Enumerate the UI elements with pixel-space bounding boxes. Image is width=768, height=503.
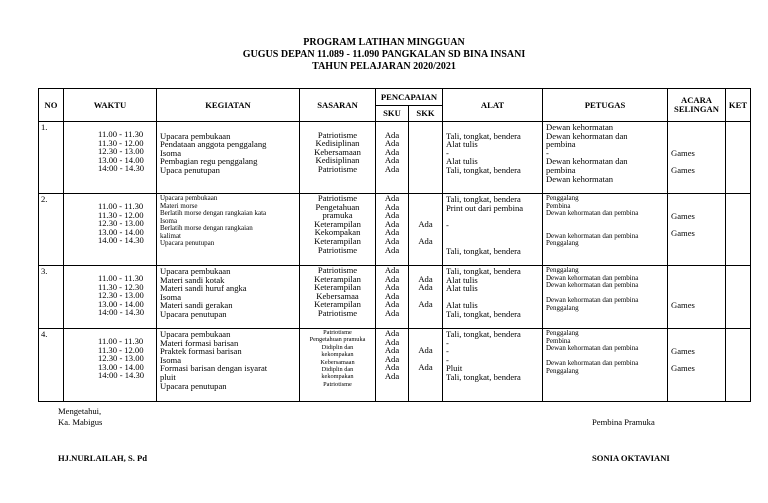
footer-ka-mabigus: Ka. Mabigus [58,417,103,427]
cell-alat: Tali, tongkat, bendera - - - Pluit Tali, tongkat, bendera [443,329,543,402]
doc-title-line2: GUGUS DEPAN 11.089 - 11.090 PANGKALAN SD BINA INSANI [242,49,526,60]
cell-waktu: 11.00 - 11.30 11.30 - 12.00 12.30 - 13.00 13.00 - 14.00 14:00 - 14.30 [64,329,157,402]
cell-skk: Ada Ada [409,329,443,402]
cell-ket [726,194,751,266]
table-row [39,266,751,329]
cell-kegiatan: Upacara pembukaan Pendataan anggota penggalang Isoma Pembagian regu penggalang Upaca penutupan [157,122,300,194]
cell-petugas: Penggalang Pembina Dewan kehormatan dan pembina Dewan kehormatan dan pembina Penggalang [543,194,668,266]
cell-acara-selingan: Games [668,266,726,329]
header-no: NO [39,89,64,122]
cell-no: 4. [39,329,64,402]
cell-ket [726,266,751,329]
cell-no: 3. [39,266,64,329]
table-row [39,329,751,402]
header-alat: ALAT [443,89,543,122]
cell-ket [726,122,751,194]
cell-kegiatan: Upacara pembukaan Materi morse Berlatih morse dengan rangkaian kata Isoma Berlatih morse dengan rangkaian kalimat Upacara penutupan [157,194,300,266]
cell-petugas: Penggalang Pembina Dewan kehormatan dan pembina Dewan kehormatan dan pembina Penggalang [543,329,668,402]
footer-mengetahui: Mengetahui, [58,406,102,416]
cell-kegiatan: Upacara pembukaan Materi sandi kotak Materi sandi huruf angka Isoma Materi sandi gerakan Upacara penutupan [157,266,300,329]
cell-acara-selingan: Games Games [668,329,726,402]
cell-alat: Tali, tongkat, bendera Alat tulis - Alat tulis Tali, tongkat, bendera [443,122,543,194]
cell-waktu: 11.00 - 11.30 11.30 - 12.00 12.30 - 13.00 13.00 - 14.00 14.00 - 14.30 [64,194,157,266]
doc-title-line1: PROGRAM LATIHAN MINGGUAN [303,37,465,48]
cell-sasaran: Patriotisme Pengetahuan pramuka Didiplin dan kekompakan Kebersamaan Didiplin dan kekompakan Patriotisme [300,329,376,402]
cell-no: 1. [39,122,64,194]
header-acara-selingan: ACARA SELINGAN [668,89,726,122]
cell-sasaran: Patriotisme Keterampilan Keterampilan Kebersamaa Keterampilan Patriotisme [300,266,376,329]
cell-alat: Tali, tongkat, bendera Alat tulis Alat tulis Alat tulis Tali, tongkat, bendera [443,266,543,329]
cell-skk [409,122,443,194]
footer-pembina-pramuka: Pembina Pramuka [592,417,655,427]
cell-kegiatan: Upacara pembukaan Materi formasi barisan Praktek formasi barisan Isoma Formasi barisan dengan isyarat pluit Upacara penutupan [157,329,300,402]
cell-petugas: Penggalang Dewan kehormatan dan pembina Dewan kehormatan dan pembina Dewan kehormatan dan pembina Penggalang [543,266,668,329]
header-waktu: WAKTU [64,89,157,122]
header-sku: SKU [376,106,409,122]
cell-alat: Tali, tongkat, bendera Print out dari pembina - Tali, tongkat, bendera [443,194,543,266]
cell-waktu: 11.00 - 11.30 11.30 - 12.30 12.30 - 13.00 13.00 - 14.00 14:00 - 14.30 [64,266,157,329]
cell-waktu: 11.00 - 11.30 11.30 - 12.00 12.30 - 13.00 13.00 - 14.00 14:00 - 14.30 [64,122,157,194]
cell-acara-selingan: Games Games [668,194,726,266]
cell-ket [726,329,751,402]
signature-left-name: HJ.NURLAILAH, S. Pd [58,453,148,463]
cell-sku: Ada Ada Ada Ada Ada Ada [376,329,409,402]
cell-sku: Ada Ada Ada Ada Ada Ada [376,266,409,329]
cell-sasaran: Patriotisme Kedisiplinan Kebersamaan Kedisiplinan Patriotisme [300,122,376,194]
header-skk: SKK [409,106,443,122]
cell-sku: Ada Ada Ada Ada Ada [376,122,409,194]
cell-sku: Ada Ada Ada Ada Ada Ada Ada [376,194,409,266]
header-sasaran: SASARAN [300,89,376,122]
doc-title-line3: TAHUN PELAJARAN 2020/2021 [312,61,456,72]
table-row [39,194,751,266]
cell-no: 2. [39,194,64,266]
header-petugas: PETUGAS [543,89,668,122]
cell-petugas: Dewan kehormatan Dewan kehormatan dan pembina - Dewan kehormatan dan pembina Dewan kehormatan [543,122,668,194]
table-row [39,122,751,194]
cell-skk: Ada Ada [409,194,443,266]
header-ket: KET [726,89,751,122]
signature-right-name: SONIA OKTAVIANI [592,453,670,463]
schedule-table [38,88,751,402]
header-pencapaian: PENCAPAIAN [376,89,443,106]
cell-sasaran: Patriotisme Pengetahuan pramuka Keterampilan Kekompakan Keterampilan Patriotisme [300,194,376,266]
cell-acara-selingan: Games Games [668,122,726,194]
header-kegiatan: KEGIATAN [157,89,300,122]
cell-skk: Ada Ada Ada [409,266,443,329]
